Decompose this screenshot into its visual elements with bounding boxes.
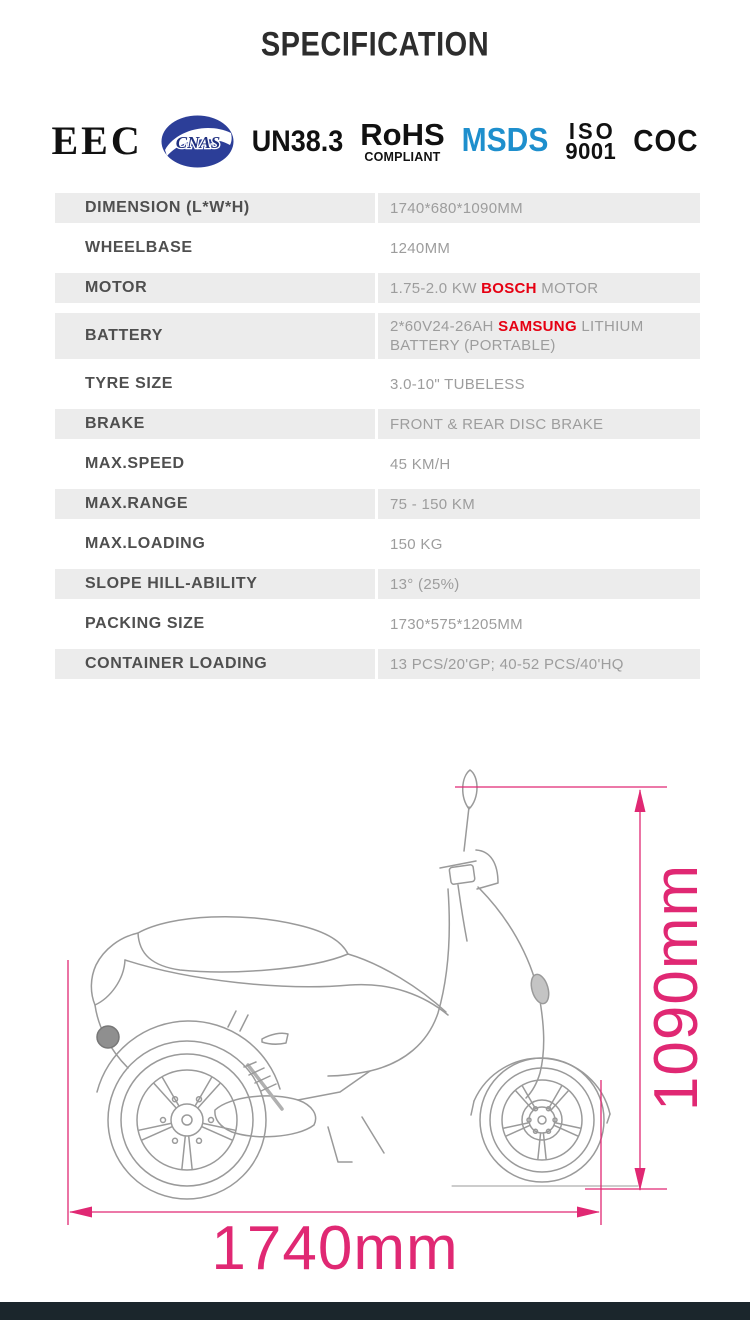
spec-table	[55, 193, 700, 689]
spec-label: PACKING SIZE	[85, 615, 205, 632]
spec-value: 45 KM/H	[390, 455, 451, 473]
spec-row	[55, 233, 700, 263]
spec-value: 3.0-10" TUBELESS	[390, 375, 525, 393]
spec-row	[55, 529, 700, 559]
spec-row	[55, 409, 700, 439]
spec-value: 13 PCS/20'GP; 40-52 PCS/40'HQ	[378, 649, 700, 679]
spec-label: MAX.LOADING	[85, 535, 206, 552]
iso-number-text: 9001	[565, 137, 617, 165]
spec-row	[55, 369, 700, 399]
rohs-text: RoHS	[360, 116, 445, 152]
coc-logo: COC	[633, 123, 699, 158]
spec-value: 75 - 150 KM	[378, 489, 700, 519]
spec-value: 1740*680*1090MM	[378, 193, 700, 223]
spec-row	[55, 273, 700, 303]
spec-row	[55, 569, 700, 599]
spec-label: MAX.SPEED	[85, 455, 185, 472]
spec-value: 1730*575*1205MM	[390, 615, 523, 633]
spec-row	[55, 489, 700, 519]
certification-logos	[0, 110, 750, 172]
msds-logo: MSDS	[461, 122, 549, 159]
spec-label: MAX.RANGE	[55, 489, 375, 519]
rohs-compliant-text: COMPLIANT	[364, 149, 441, 164]
eec-logo: EEC	[51, 118, 143, 163]
spec-label: SLOPE HILL-ABILITY	[55, 569, 375, 599]
spec-value: 1.75-2.0 KW BOSCH MOTOR	[378, 273, 700, 303]
spec-label: DIMENSION (L*W*H)	[55, 193, 375, 223]
iso-text: ISO	[568, 117, 616, 144]
svg-text:CNAS: CNAS	[175, 132, 220, 152]
spec-label: CONTAINER LOADING	[55, 649, 375, 679]
spec-value: 13° (25%)	[378, 569, 700, 599]
spec-label: BRAKE	[55, 409, 375, 439]
page-title: SPECIFICATION	[260, 26, 490, 64]
spec-value: 1240MM	[390, 239, 451, 257]
iso9001-logo	[565, 117, 617, 165]
spec-label: BATTERY	[55, 313, 375, 359]
spec-row	[55, 649, 700, 679]
height-dimension-label: 1090mm	[642, 863, 712, 1111]
footer-bar	[0, 1302, 750, 1320]
length-dimension-label: 1740mm	[211, 1214, 459, 1283]
spec-label: WHEELBASE	[85, 239, 193, 256]
spec-row	[55, 449, 700, 479]
spec-row	[55, 313, 700, 359]
spec-row	[55, 193, 700, 223]
un383-logo: UN38.3	[251, 123, 344, 157]
spec-label: MOTOR	[55, 273, 375, 303]
rohs-logo	[360, 116, 445, 164]
cnas-logo-icon	[160, 114, 235, 169]
spec-label: TYRE SIZE	[85, 375, 174, 392]
spec-row	[55, 609, 700, 639]
spec-value: FRONT & REAR DISC BRAKE	[378, 409, 700, 439]
spec-value: 150 KG	[390, 535, 443, 553]
spec-value: 2*60V24-26AH SAMSUNG LITHIUM BATTERY (PORTABLE)	[378, 313, 700, 359]
